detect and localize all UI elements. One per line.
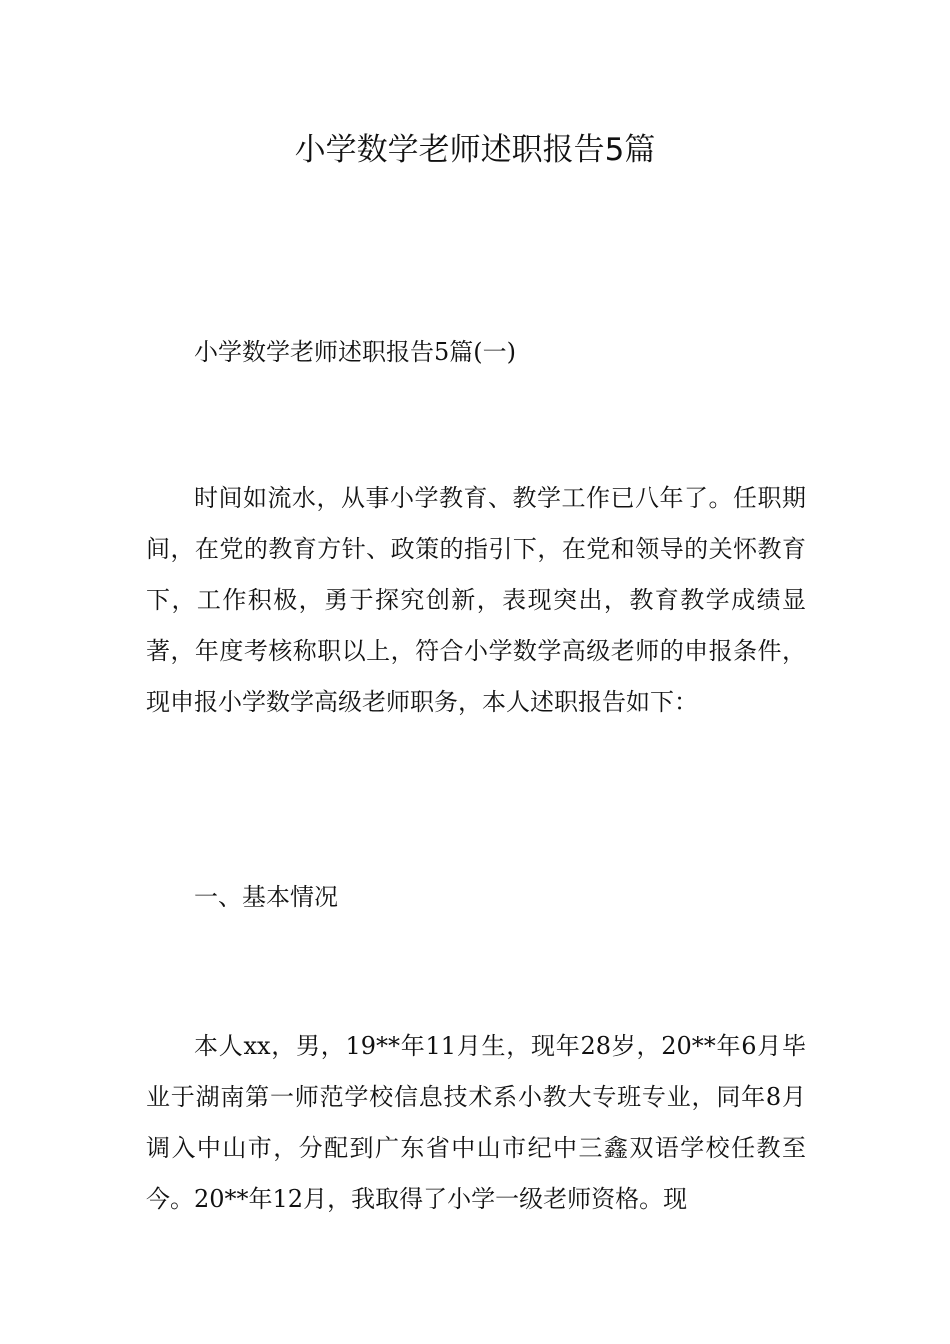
document-title: 小学数学老师述职报告5篇	[294, 132, 656, 168]
report-subtitle: 小学数学老师述职报告5篇(一)	[194, 338, 516, 366]
intro-paragraph: 时间如流水，从事小学教育、教学工作已八年了。任职期间，在党的教育方针、政策的指引下，在党和领导的关怀教育下，工作积极，勇于探究创新，表现突出，教育教学成绩显著，年度考核称职以上，符合小学数学高级老师的申报条件，现申报小学数学高级老师职务，本人述职报告如下：	[146, 484, 806, 716]
basic-info-paragraph: 本人xx，男，19**年11月生，现年28岁，20**年6月毕业于湖南第一师范学校信息技术系小教大专班专业，同年8月调入中山市，分配到广东省中山市纪中三鑫双语学校任教至今。20**年12月，我取得了小学一级老师资格。现	[146, 1032, 806, 1213]
section-heading-basic-info: 一、基本情况	[194, 883, 338, 911]
